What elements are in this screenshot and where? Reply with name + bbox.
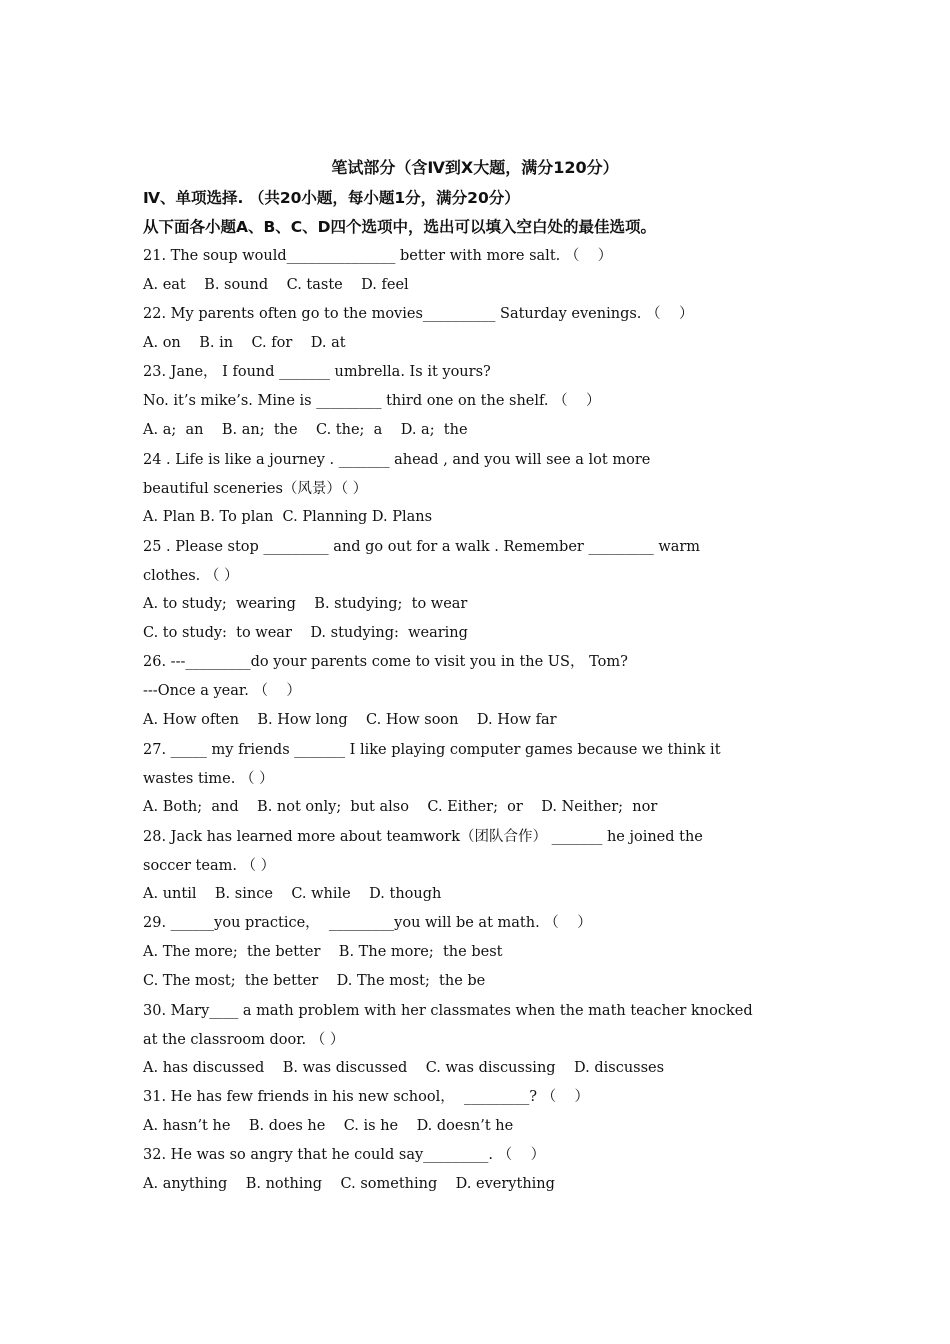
- question-28-line-2: soccer team. （ ）: [143, 858, 276, 874]
- question-25-line-1: 25 . Please stop _________ and go out for a walk . Remember _________ warm: [143, 539, 701, 555]
- question-30-options: A. has discussed B. was discussed C. was discussing D. discusses: [143, 1060, 665, 1076]
- page-title: 笔试部分（含Ⅳ到Ⅹ大题，满分120分）: [331, 158, 619, 177]
- question-25-options-1: A. to study; wearing B. studying; to wear: [143, 596, 468, 612]
- question-section: [143, 184, 808, 1199]
- question-29-options-2: C. The most; the better D. The most; the be: [143, 973, 486, 989]
- section-heading: Ⅳ、单项选择. （共20小题，每小题1分，满分20分）: [143, 189, 520, 207]
- question-29: 29. ______you practice， _________you will be at math. （ ）: [143, 915, 592, 931]
- question-25-options-2: C. to study: to wear D. studying: wearing: [143, 625, 468, 641]
- question-24-line-1: 24 . Life is like a journey . _______ ahead , and you will see a lot more: [143, 452, 651, 468]
- question-23-line-2: No. it’s mike’s. Mine is _________ third one on the shelf. （ ）: [143, 393, 601, 409]
- question-32: 32. He was so angry that he could say_________. （ ）: [143, 1147, 546, 1163]
- question-31-options: A. hasn’t he B. does he C. is he D. doesn’t he: [143, 1118, 514, 1134]
- question-27-line-1: 27. _____ my friends _______ I like playing computer games because we think it: [143, 742, 721, 758]
- question-26-options: A. How often B. How long C. How soon D. How far: [143, 712, 557, 728]
- question-21-options: A. eat B. sound C. taste D. feel: [143, 277, 409, 293]
- question-29-options-1: A. The more; the better B. The more; the best: [143, 944, 503, 960]
- question-30-line-2: at the classroom door. （ ）: [143, 1032, 345, 1048]
- question-31: 31. He has few friends in his new school， _________? （ ）: [143, 1089, 590, 1105]
- question-22: 22. My parents often go to the movies__________ Saturday evenings. （ ）: [143, 306, 694, 322]
- question-26-line-1: 26. ---_________do your parents come to visit you in the US， Tom?: [143, 654, 628, 670]
- question-24-line-2: beautiful sceneries（风景）（ ）: [143, 481, 368, 497]
- question-30-line-1: 30. Mary____ a math problem with her classmates when the math teacher knocked: [143, 1003, 753, 1019]
- question-28-line-1: 28. Jack has learned more about teamwork（团队合作） _______ he joined the: [143, 829, 703, 845]
- question-22-options: A. on B. in C. for D. at: [143, 335, 346, 351]
- question-24-options: A. Plan B. To plan C. Planning D. Plans: [143, 509, 433, 525]
- question-23-line-1: 23. Jane， I found _______ umbrella. Is it yours?: [143, 364, 491, 380]
- question-26-line-2: ---Once a year. （ ）: [143, 683, 301, 699]
- section-instruction: 从下面各小题A、B、C、D四个选项中，选出可以填入空白处的最佳选项。: [143, 218, 657, 236]
- question-23-options: A. a; an B. an; the C. the; a D. a; the: [143, 422, 468, 438]
- question-21: 21. The soup would_______________ better with more salt. （ ）: [143, 248, 613, 264]
- question-27-line-2: wastes time. （ ）: [143, 771, 274, 787]
- question-32-options: A. anything B. nothing C. something D. everything: [143, 1176, 555, 1192]
- question-28-options: A. until B. since C. while D. though: [143, 886, 442, 902]
- question-25-line-2: clothes. （ ）: [143, 568, 239, 584]
- question-27-options: A. Both; and B. not only; but also C. Either; or D. Neither; nor: [143, 799, 658, 815]
